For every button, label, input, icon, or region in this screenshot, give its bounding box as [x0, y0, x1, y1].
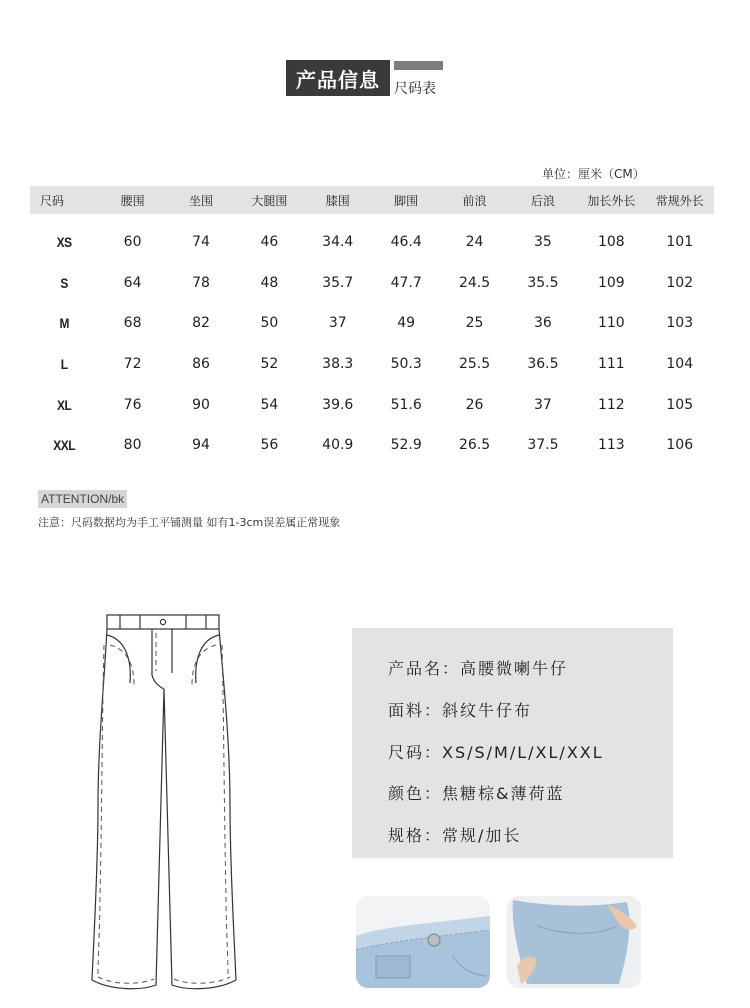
table-cell: 54	[260, 396, 279, 413]
table-cell: 25.5	[458, 356, 491, 373]
table-cell: 37.5	[527, 437, 559, 454]
product-info-box	[352, 628, 673, 858]
table-cell: 37	[328, 315, 347, 332]
info-color: 颜色：焦糖棕&薄荷蓝	[388, 784, 565, 803]
info-spec: 规格：常规/加长	[388, 826, 522, 845]
table-cell: 36	[534, 315, 552, 332]
table-cell: 46.4	[390, 234, 422, 251]
table-cell: 52	[260, 356, 279, 373]
pants-sketch	[80, 605, 250, 1005]
table-cell: 94	[192, 437, 210, 454]
table-cell: 86	[192, 356, 210, 373]
table-cell: 78	[192, 274, 210, 291]
column-header-size: 尺码	[30, 186, 98, 214]
section-subtitle: 尺码表	[394, 81, 436, 97]
pants-button	[160, 619, 165, 624]
table-body	[30, 214, 714, 466]
column-header: 腰围	[98, 186, 166, 214]
table-cell: 40.9	[322, 437, 354, 454]
size-label-cell: XL	[57, 396, 72, 413]
table-cell: 34.4	[322, 234, 354, 251]
table-row	[30, 425, 714, 466]
size-label-cell: L	[60, 356, 68, 373]
table-cell: 113	[597, 437, 625, 454]
table-cell: 52.9	[390, 437, 422, 454]
table-cell: 105	[666, 396, 694, 413]
table-cell: 104	[666, 356, 694, 373]
table-cell: 90	[192, 396, 210, 413]
size-label-cell: XS	[56, 234, 72, 251]
table-cell: 112	[597, 396, 625, 413]
table-cell: 64	[123, 274, 142, 291]
table-cell: 35.7	[322, 274, 354, 291]
info-sizes: 尺码：XS/S/M/L/XL/XXL	[388, 743, 604, 762]
attention-note: 注意：尺码数据均为手工平铺测量 如有1-3cm误差属正常现象	[38, 516, 341, 529]
table-cell: 47.7	[390, 274, 422, 291]
size-table	[30, 186, 714, 466]
table-cell: 26.5	[458, 437, 491, 454]
size-label-cell: XXL	[53, 437, 76, 454]
table-cell: 48	[260, 274, 279, 291]
table-row	[30, 214, 714, 263]
table-cell: 106	[666, 437, 694, 454]
table-cell: 108	[597, 234, 625, 251]
table-cell: 36.5	[527, 356, 559, 373]
table-cell: 24.5	[458, 274, 491, 291]
detail-photo-stretch	[507, 896, 641, 988]
table-cell: 102	[666, 274, 694, 291]
column-header: 加长外长	[577, 186, 645, 214]
table-cell: 110	[597, 315, 625, 332]
unit-label: 单位：厘米（CM）	[542, 167, 645, 181]
table-cell: 46	[260, 234, 279, 251]
table-cell: 26	[465, 396, 484, 413]
info-fabric: 面料：斜纹牛仔布	[388, 701, 533, 720]
column-header: 前浪	[440, 186, 508, 214]
table-cell: 76	[123, 396, 142, 413]
table-cell: 109	[597, 274, 625, 291]
size-label-cell: M	[59, 315, 69, 332]
section-title: 产品信息	[296, 67, 380, 92]
section-title-box	[286, 60, 390, 96]
column-header: 脚围	[372, 186, 440, 214]
table-cell: 24	[465, 234, 484, 251]
pants-waistband	[107, 615, 219, 629]
detail-photo-waist	[356, 896, 490, 988]
column-header: 常规外长	[646, 186, 714, 214]
table-cell: 80	[123, 437, 142, 454]
table-cell: 51.6	[390, 396, 422, 413]
attention-tag: ATTENTION/bk	[38, 490, 127, 508]
table-cell: 35	[534, 234, 552, 251]
table-cell: 101	[666, 234, 694, 251]
table-cell: 74	[192, 234, 210, 251]
title-accent-bar	[394, 61, 443, 70]
table-cell: 68	[123, 315, 142, 332]
column-header: 膝围	[304, 186, 372, 214]
column-header: 坐围	[167, 186, 235, 214]
table-row	[30, 303, 714, 344]
table-header-row	[30, 186, 714, 214]
table-cell: 56	[260, 437, 279, 454]
table-cell: 25	[465, 315, 484, 332]
table-cell: 72	[123, 356, 142, 373]
table-cell: 38.3	[322, 356, 354, 373]
column-header: 大腿围	[235, 186, 303, 214]
table-cell: 39.6	[322, 396, 354, 413]
size-label-cell: S	[60, 274, 68, 291]
table-row	[30, 263, 714, 304]
column-header: 后浪	[509, 186, 577, 214]
table-cell: 103	[666, 315, 694, 332]
table-cell: 50.3	[390, 356, 422, 373]
table-cell: 111	[597, 356, 625, 373]
table-cell: 37	[534, 396, 552, 413]
table-row	[30, 344, 714, 385]
info-product-name: 产品名：高腰微喇牛仔	[388, 659, 569, 678]
table-cell: 50	[260, 315, 279, 332]
table-cell: 49	[397, 315, 416, 332]
table-cell: 35.5	[527, 274, 559, 291]
table-cell: 82	[192, 315, 210, 332]
table-cell: 60	[123, 234, 142, 251]
table-row	[30, 384, 714, 425]
